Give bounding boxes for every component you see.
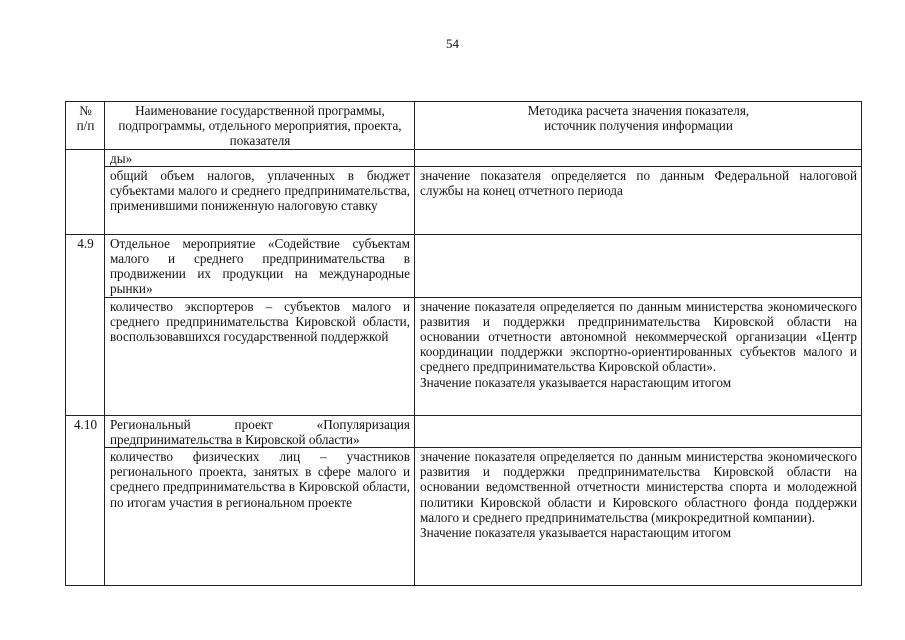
table-row	[66, 448, 862, 586]
row-method-cell	[415, 448, 862, 586]
row-method-note: Значение показателя указывается нарастающим итогом	[420, 525, 732, 541]
table-row	[66, 415, 862, 447]
row-number-cell	[66, 415, 105, 447]
header-name-text: Наименование государственной программы, подпрограммы, отдельного мероприятия, проекта, показателя	[118, 103, 402, 149]
row-name: количество физических лиц – участников регионального проекта, занятых в сфере малого и среднего предпринимательства в Кировской области, по итогам участия в региональном проекте	[110, 449, 410, 510]
row-name: Региональный проект «Популяризация предпринимательства в Кировской области»	[110, 416, 410, 447]
row-number: 4.9	[77, 235, 94, 251]
row-number-cell	[66, 234, 105, 297]
header-method	[415, 102, 862, 150]
row-name: Отдельное мероприятие «Содействие субъектам малого и среднего предпринимательства в продвижении их продукции на международные рынки»	[110, 235, 410, 297]
row-name-cell	[105, 166, 415, 234]
row-name-cell	[105, 297, 415, 415]
row-method: значение показателя определяется по данным Федеральной налоговой службы на конец отчетного периода	[420, 167, 857, 199]
table-row	[66, 297, 862, 415]
header-name	[105, 102, 415, 150]
row-number: 4.10	[73, 416, 98, 432]
row-number-cell	[66, 166, 105, 234]
row-number-cell	[66, 448, 105, 586]
row-name: количество экспортеров – субъектов малого и среднего предпринимательства Кировской области, воспользовавшихся государственной поддержкой	[110, 298, 410, 345]
row-method-cell	[415, 297, 862, 415]
row-name-cell	[105, 415, 415, 447]
row-method: значение показателя определяется по данным министерства экономического развития и поддержки предпринимательства Кировской области на основании отчетности автономной некоммерческой организации «Центр координации поддержки экспортно-ориентированных субъектов малого и среднего предпринимательства Кировской области».	[420, 298, 857, 375]
table-row	[66, 234, 862, 297]
row-method: значение показателя определяется по данным министерства экономического развития и поддержки предпринимательства Кировской области на основании ведомственной отчетности министерства спорта и молодежной политики Кировской области и Кировского областного фонда поддержки малого и среднего предпринимательства (микрокредитной компании).	[420, 449, 857, 525]
row-method-cell	[415, 234, 862, 297]
row-name: общий объем налогов, уплаченных в бюджет субъектами малого и среднего предпринимательства, применившими пониженную налоговую ставку	[110, 167, 410, 214]
table-row	[66, 166, 862, 234]
table-header-row	[66, 102, 862, 150]
indicator-methodology-table	[65, 101, 862, 586]
row-name-cell	[105, 234, 415, 297]
row-method-cell	[415, 415, 862, 447]
page-number: 54	[446, 36, 459, 51]
row-name-cell	[105, 448, 415, 586]
header-number	[66, 102, 105, 150]
row-method-note: Значение показателя указывается нарастающим итогом	[420, 374, 732, 390]
header-method-text: Методика расчета значения показателя, источник получения информации	[527, 103, 750, 134]
row-method-cell	[415, 149, 862, 166]
header-number-text: № п/п	[76, 103, 95, 134]
row-method-cell	[415, 166, 862, 234]
row-name-cell	[105, 149, 415, 166]
row-name: ды»	[110, 150, 133, 166]
row-number-cell	[66, 297, 105, 415]
row-number-cell	[66, 149, 105, 166]
table-row	[66, 149, 862, 166]
